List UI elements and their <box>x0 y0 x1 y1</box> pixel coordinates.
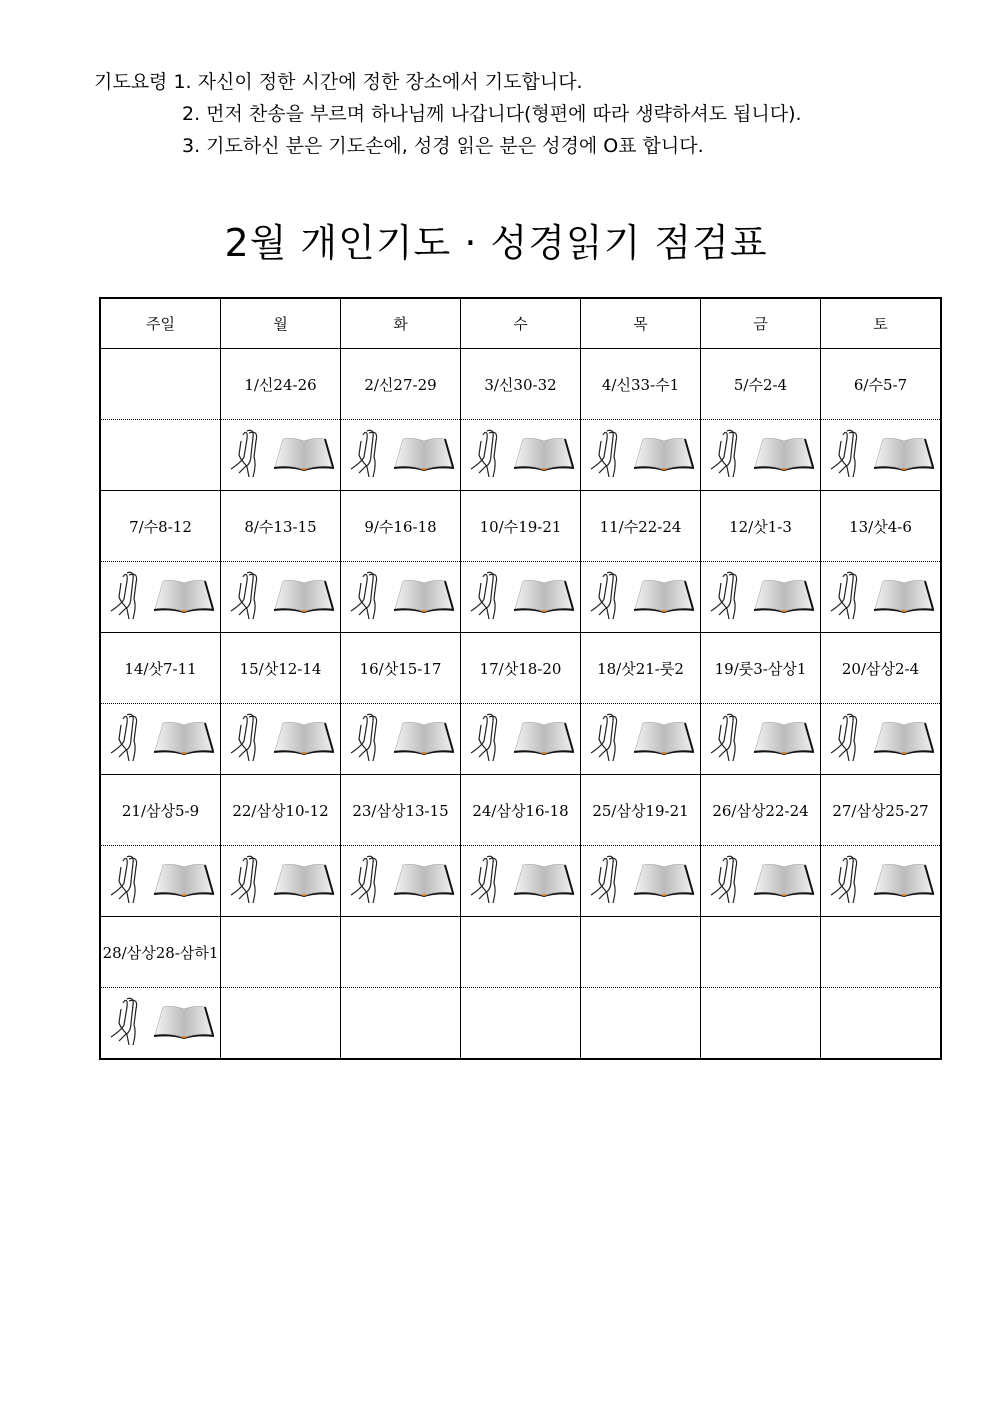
day-header: 금 <box>701 298 821 349</box>
praying-hands-icon[interactable] <box>227 427 267 483</box>
open-bible-icon[interactable] <box>273 861 335 901</box>
reading-cell: 18/삿21-룻2 <box>581 633 701 704</box>
day-header: 화 <box>341 298 461 349</box>
open-bible-icon[interactable] <box>273 577 335 617</box>
prayer-instructions <box>94 66 802 162</box>
open-bible-icon[interactable] <box>153 719 215 759</box>
instruction-1: 1. 자신이 정한 시간에 정한 장소에서 기도합니다. <box>173 71 583 93</box>
praying-hands-icon[interactable] <box>827 853 867 909</box>
check-cell[interactable] <box>100 704 221 775</box>
praying-hands-icon[interactable] <box>467 569 507 625</box>
empty-cell <box>100 420 221 491</box>
check-cell[interactable] <box>581 420 701 491</box>
check-row <box>100 420 941 491</box>
reading-cell: 2/신27-29 <box>341 349 461 420</box>
reading-cell: 19/룻3-삼상1 <box>701 633 821 704</box>
check-cell[interactable] <box>701 420 821 491</box>
check-cell[interactable] <box>341 704 461 775</box>
page-title: 2월 개인기도 · 성경읽기 점검표 <box>224 221 768 265</box>
reading-cell: 27/삼상25-27 <box>821 775 942 846</box>
check-cell[interactable] <box>821 704 942 775</box>
open-bible-icon[interactable] <box>393 719 455 759</box>
check-cell[interactable] <box>341 846 461 917</box>
praying-hands-icon[interactable] <box>107 853 147 909</box>
open-bible-icon[interactable] <box>153 1003 215 1043</box>
reading-cell: 28/삼상28-삼하1 <box>100 917 221 988</box>
praying-hands-icon[interactable] <box>347 569 387 625</box>
open-bible-icon[interactable] <box>873 861 935 901</box>
reading-cell: 25/삼상19-21 <box>581 775 701 846</box>
reading-cell <box>341 917 461 988</box>
reading-cell: 22/삼상10-12 <box>221 775 341 846</box>
praying-hands-icon[interactable] <box>587 711 627 767</box>
check-cell[interactable] <box>100 846 221 917</box>
reading-cell: 6/수5-7 <box>821 349 942 420</box>
check-row <box>100 988 941 1060</box>
reading-cell: 17/삿18-20 <box>461 633 581 704</box>
praying-hands-icon[interactable] <box>467 711 507 767</box>
open-bible-icon[interactable] <box>393 435 455 475</box>
day-header: 목 <box>581 298 701 349</box>
reading-cell: 13/삿4-6 <box>821 491 942 562</box>
check-cell[interactable] <box>701 704 821 775</box>
praying-hands-icon[interactable] <box>347 427 387 483</box>
reading-row <box>100 917 941 988</box>
check-cell[interactable] <box>821 420 942 491</box>
reading-cell: 11/수22-24 <box>581 491 701 562</box>
open-bible-icon[interactable] <box>633 435 695 475</box>
reading-cell <box>221 917 341 988</box>
day-header-row <box>100 298 941 349</box>
open-bible-icon[interactable] <box>633 719 695 759</box>
praying-hands-icon[interactable] <box>227 569 267 625</box>
reading-cell: 24/삼상16-18 <box>461 775 581 846</box>
praying-hands-icon[interactable] <box>827 427 867 483</box>
open-bible-icon[interactable] <box>873 577 935 617</box>
open-bible-icon[interactable] <box>513 861 575 901</box>
open-bible-icon[interactable] <box>273 719 335 759</box>
reading-row <box>100 491 941 562</box>
check-cell[interactable] <box>221 562 341 633</box>
reading-cell: 21/삼상5-9 <box>100 775 221 846</box>
day-header: 주일 <box>100 298 221 349</box>
praying-hands-icon[interactable] <box>587 853 627 909</box>
praying-hands-icon[interactable] <box>107 995 147 1051</box>
check-cell[interactable] <box>341 420 461 491</box>
reading-cell: 1/신24-26 <box>221 349 341 420</box>
reading-row <box>100 633 941 704</box>
open-bible-icon[interactable] <box>153 861 215 901</box>
open-bible-icon[interactable] <box>393 577 455 617</box>
check-cell[interactable] <box>581 846 701 917</box>
open-bible-icon[interactable] <box>513 577 575 617</box>
check-row <box>100 846 941 917</box>
empty-cell <box>701 988 821 1060</box>
praying-hands-icon[interactable] <box>227 853 267 909</box>
check-cell[interactable] <box>821 562 942 633</box>
checklist-table <box>99 297 942 1060</box>
praying-hands-icon[interactable] <box>347 853 387 909</box>
check-cell[interactable] <box>461 846 581 917</box>
reading-cell: 4/신33-수1 <box>581 349 701 420</box>
praying-hands-icon[interactable] <box>467 853 507 909</box>
reading-cell: 20/삼상2-4 <box>821 633 942 704</box>
instruction-2: 2. 먼저 찬송을 부르며 하나님께 나갑니다(형편에 따라 생략하셔도 됩니다). <box>182 103 802 125</box>
open-bible-icon[interactable] <box>273 435 335 475</box>
check-row <box>100 562 941 633</box>
open-bible-icon[interactable] <box>753 577 815 617</box>
reading-cell: 23/삼상13-15 <box>341 775 461 846</box>
reading-cell: 5/수2-4 <box>701 349 821 420</box>
check-cell[interactable] <box>461 562 581 633</box>
reading-cell <box>701 917 821 988</box>
reading-cell <box>581 917 701 988</box>
open-bible-icon[interactable] <box>153 577 215 617</box>
open-bible-icon[interactable] <box>873 719 935 759</box>
praying-hands-icon[interactable] <box>827 711 867 767</box>
empty-cell <box>461 988 581 1060</box>
reading-cell: 26/삼상22-24 <box>701 775 821 846</box>
day-header: 수 <box>461 298 581 349</box>
reading-cell <box>461 917 581 988</box>
reading-cell: 7/수8-12 <box>100 491 221 562</box>
check-cell[interactable] <box>100 988 221 1060</box>
reading-cell <box>821 917 942 988</box>
check-cell[interactable] <box>221 420 341 491</box>
reading-cell: 12/삿1-3 <box>701 491 821 562</box>
reading-cell: 14/삿7-11 <box>100 633 221 704</box>
reading-cell: 15/삿12-14 <box>221 633 341 704</box>
reading-cell: 8/수13-15 <box>221 491 341 562</box>
empty-cell <box>221 988 341 1060</box>
day-header: 토 <box>821 298 942 349</box>
check-row <box>100 704 941 775</box>
check-cell[interactable] <box>581 704 701 775</box>
open-bible-icon[interactable] <box>633 577 695 617</box>
reading-row <box>100 349 941 420</box>
check-cell[interactable] <box>461 420 581 491</box>
check-cell[interactable] <box>100 562 221 633</box>
praying-hands-icon[interactable] <box>707 711 747 767</box>
check-cell[interactable] <box>821 846 942 917</box>
open-bible-icon[interactable] <box>753 435 815 475</box>
praying-hands-icon[interactable] <box>827 569 867 625</box>
praying-hands-icon[interactable] <box>227 711 267 767</box>
empty-cell <box>821 988 942 1060</box>
praying-hands-icon[interactable] <box>107 711 147 767</box>
praying-hands-icon[interactable] <box>347 711 387 767</box>
open-bible-icon[interactable] <box>873 435 935 475</box>
instruction-3: 3. 기도하신 분은 기도손에, 성경 읽은 분은 성경에 O표 합니다. <box>182 135 704 157</box>
reading-row <box>100 775 941 846</box>
empty-cell <box>341 988 461 1060</box>
check-cell[interactable] <box>221 704 341 775</box>
reading-cell: 10/수19-21 <box>461 491 581 562</box>
praying-hands-icon[interactable] <box>467 427 507 483</box>
instructions-heading: 기도요령 <box>94 71 168 93</box>
check-cell[interactable] <box>701 562 821 633</box>
open-bible-icon[interactable] <box>513 435 575 475</box>
open-bible-icon[interactable] <box>633 861 695 901</box>
check-cell[interactable] <box>341 562 461 633</box>
praying-hands-icon[interactable] <box>707 853 747 909</box>
reading-cell <box>100 349 221 420</box>
check-cell[interactable] <box>221 846 341 917</box>
day-header: 월 <box>221 298 341 349</box>
check-cell[interactable] <box>461 704 581 775</box>
check-cell[interactable] <box>701 846 821 917</box>
open-bible-icon[interactable] <box>393 861 455 901</box>
praying-hands-icon[interactable] <box>707 427 747 483</box>
open-bible-icon[interactable] <box>753 861 815 901</box>
empty-cell <box>581 988 701 1060</box>
open-bible-icon[interactable] <box>753 719 815 759</box>
reading-cell: 16/삿15-17 <box>341 633 461 704</box>
reading-cell: 9/수16-18 <box>341 491 461 562</box>
praying-hands-icon[interactable] <box>707 569 747 625</box>
praying-hands-icon[interactable] <box>587 427 627 483</box>
praying-hands-icon[interactable] <box>107 569 147 625</box>
praying-hands-icon[interactable] <box>587 569 627 625</box>
check-cell[interactable] <box>581 562 701 633</box>
open-bible-icon[interactable] <box>513 719 575 759</box>
reading-cell: 3/신30-32 <box>461 349 581 420</box>
